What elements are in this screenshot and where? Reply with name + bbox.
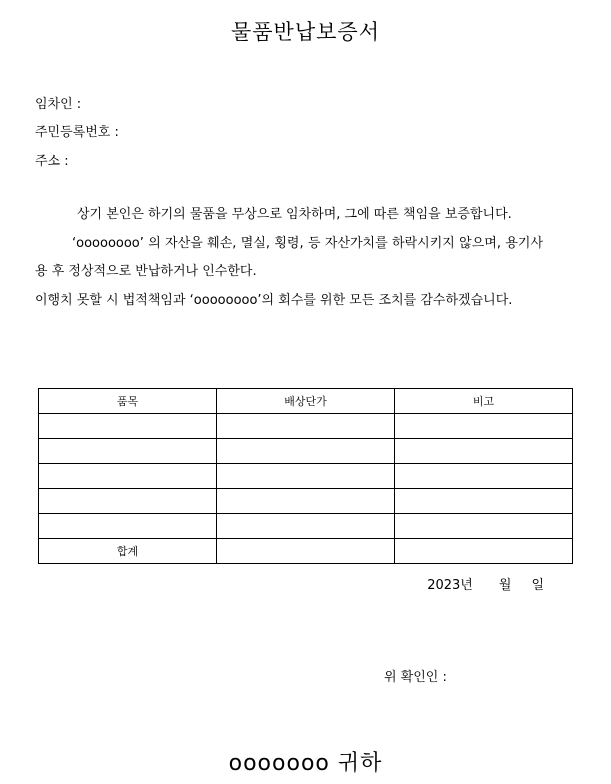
table-cell (395, 414, 573, 439)
table-cell (39, 514, 217, 539)
table-cell (217, 489, 395, 514)
table-cell (395, 439, 573, 464)
table-cell (39, 439, 217, 464)
body-text (35, 201, 543, 315)
table-cell (39, 489, 217, 514)
document-title: 물품반납보증서 (230, 20, 380, 44)
recipient-line: ooooooo 귀하 (228, 751, 383, 776)
header-compensation-price: 배상단가 (217, 389, 395, 414)
header-item: 품목 (39, 389, 217, 414)
table-cell (39, 464, 217, 489)
table-row (39, 514, 573, 539)
table-cell (217, 514, 395, 539)
table-cell (217, 439, 395, 464)
paragraph-liability: 이행치 못할 시 법적책임과 ‘oooooooo’의 회수를 위한 모든 조치를 감수하겠습니다. (35, 292, 513, 308)
table-cell (395, 514, 573, 539)
paragraph-asset-care: ‘oooooooo’ 의 자산을 훼손, 멸실, 횡령, 등 자산가치를 하락시키지 않으며, 용기사용 후 정상적으로 반납하거나 인수한다. (35, 235, 543, 280)
date-month: 월 (498, 578, 512, 593)
table-cell (395, 539, 573, 564)
address-field-label: 주소 : (35, 154, 69, 169)
table-row (39, 414, 573, 439)
paragraph-guarantee: 상기 본인은 하기의 물품을 무상으로 임차하며, 그에 따른 책임을 보증합니다. (77, 207, 512, 222)
table-header-row (39, 389, 573, 414)
date-day: 일 (531, 578, 544, 593)
table-row (39, 489, 573, 514)
date-year: 2023년 (427, 578, 473, 593)
date-line (380, 574, 544, 593)
table-row (39, 464, 573, 489)
table-cell (217, 539, 395, 564)
resident-number-field-label: 주민등록번호 : (35, 125, 119, 140)
items-table (38, 388, 573, 564)
table-cell (217, 414, 395, 439)
table-cell (395, 489, 573, 514)
total-row (39, 539, 573, 564)
table-cell (395, 464, 573, 489)
table-cell (39, 414, 217, 439)
table-row (39, 439, 573, 464)
confirmation-label: 위 확인인 : (384, 670, 447, 685)
total-label: 합계 (39, 539, 217, 564)
lessee-field-label: 임차인 : (35, 97, 82, 112)
table-cell (217, 464, 395, 489)
header-remarks: 비고 (395, 389, 573, 414)
